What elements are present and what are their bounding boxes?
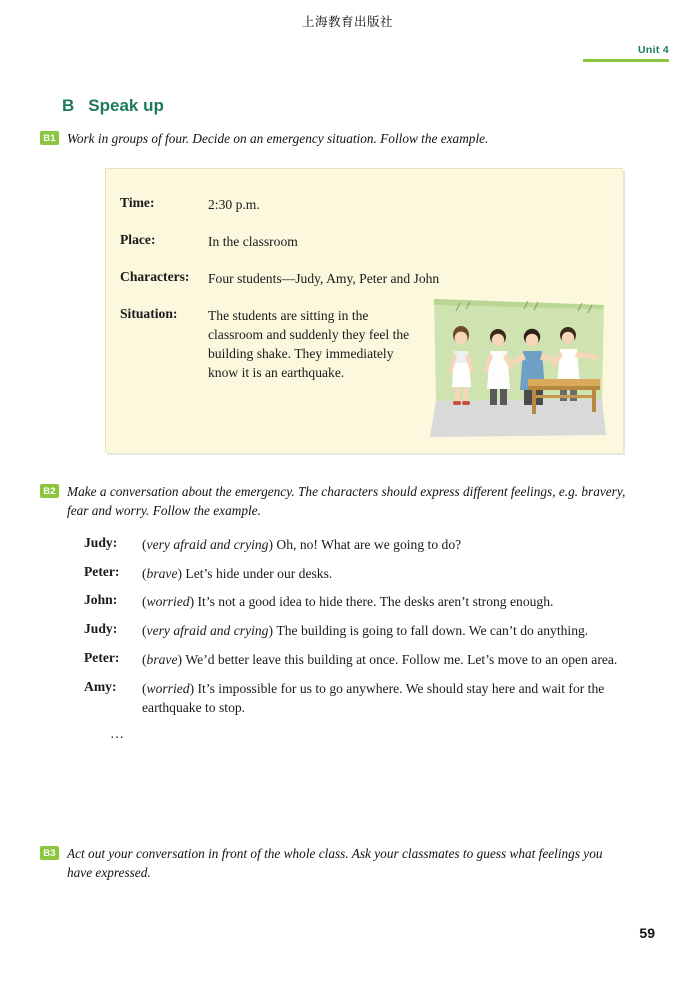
section-letter: B [62, 96, 75, 115]
dialogue-speaker: Amy: [84, 678, 117, 694]
classroom-earthquake-illustration [428, 295, 610, 443]
section-title: Speak up [88, 96, 164, 115]
dialogue-stage-direction: brave [146, 651, 178, 667]
task-instruction-b3: Act out your conversation in front of the whole class. Ask your classmates to guess what feelings you have expressed. [67, 846, 603, 880]
publisher-name: 上海教育出版社 [301, 14, 393, 29]
page-number: 59 [639, 925, 655, 941]
task-badge-b2: B2 [40, 484, 59, 498]
dialogue-line-text: It’s not a good idea to hide there. The desks aren’t strong enough. [197, 594, 554, 610]
card-value-place: In the classroom [208, 234, 298, 250]
task-b1 [40, 130, 640, 149]
card-key-characters: Characters: [120, 269, 190, 285]
card-key-place: Place: [120, 232, 156, 248]
dialogue-speaker: Peter: [84, 563, 120, 579]
card-row-place [120, 232, 450, 251]
dialogue-stage-direction: worried [146, 594, 190, 610]
dialogue-utterance: (worried) It’s impossible for us to go anywhere. We should stay here and wait for the earthquake to stop. [142, 680, 605, 716]
dialogue-speaker: John: [84, 592, 118, 608]
card-row-characters [120, 269, 450, 288]
dialogue-speaker: Judy: [84, 535, 118, 550]
dialogue-speaker: Peter: [84, 649, 120, 665]
dialogue-line-text: We’d better leave this building at once. Follow me. Let’s move to an open area. [185, 651, 618, 667]
card-field-list [120, 195, 450, 400]
dialogue-stage-direction: brave [146, 565, 178, 581]
task-b3 [40, 845, 620, 883]
task-instruction-b2: Make a conversation about the emergency. The characters should express different feelings, e.g. bravery, fear and worry. Follow the example. [67, 484, 626, 518]
page-title [62, 96, 164, 116]
dialogue-line-text: The building is going to fall down. We can’t do anything. [276, 623, 589, 639]
list-item [84, 679, 624, 718]
card-key-situation: Situation: [120, 306, 178, 322]
list-item [84, 564, 624, 584]
dialogue-speaker: Judy: [84, 621, 118, 637]
task-badge-b1: B1 [40, 131, 59, 145]
card-row-time [120, 195, 450, 214]
unit-tag [583, 44, 669, 62]
unit-underline-rule [583, 59, 669, 62]
example-dialogue [84, 535, 624, 743]
card-row-situation [120, 306, 450, 382]
dialogue-line-text: Let’s hide under our desks. [185, 565, 333, 581]
dialogue-line-text: It’s impossible for us to go anywhere. We should stay here and wait for the earthquake to stop. [142, 680, 605, 716]
list-item [84, 621, 624, 641]
example-situation-card [105, 168, 623, 453]
task-instruction-b1: Work in groups of four. Decide on an emergency situation. Follow the example. [67, 131, 489, 146]
dialogue-utterance: (worried) It’s not a good idea to hide there. The desks aren’t strong enough. [142, 594, 554, 610]
card-value-situation: The students are sitting in the classroom and suddenly they feel the building shake. They immediately know it is an earthquake. [208, 308, 410, 381]
task-badge-b3: B3 [40, 846, 59, 860]
list-item [84, 650, 624, 670]
card-key-time: Time: [120, 195, 155, 210]
dialogue-stage-direction: very afraid and crying [146, 537, 269, 552]
dialogue-utterance: (very afraid and crying) The building is going to fall down. We can’t do anything. [142, 623, 589, 639]
card-value-time: 2:30 p.m. [208, 197, 260, 212]
list-item [84, 592, 624, 612]
dialogue-stage-direction: very afraid and crying [146, 623, 269, 639]
dialogue-stage-direction: worried [146, 680, 190, 696]
task-b2 [40, 483, 630, 521]
dialogue-continuation-ellipsis: … [110, 726, 126, 742]
dialogue-line-text: Oh, no! What are we going to do? [276, 537, 462, 552]
list-item [84, 535, 624, 555]
dialogue-utterance: (brave) We’d better leave this building at once. Follow me. Let’s move to an open area. [142, 651, 618, 667]
dialogue-utterance: (brave) Let’s hide under our desks. [142, 565, 333, 581]
unit-label: Unit 4 [638, 44, 669, 56]
card-value-characters: Four students—Judy, Amy, Peter and John [208, 271, 440, 287]
dialogue-utterance: (very afraid and crying) Oh, no! What are we going to do? [142, 537, 462, 552]
